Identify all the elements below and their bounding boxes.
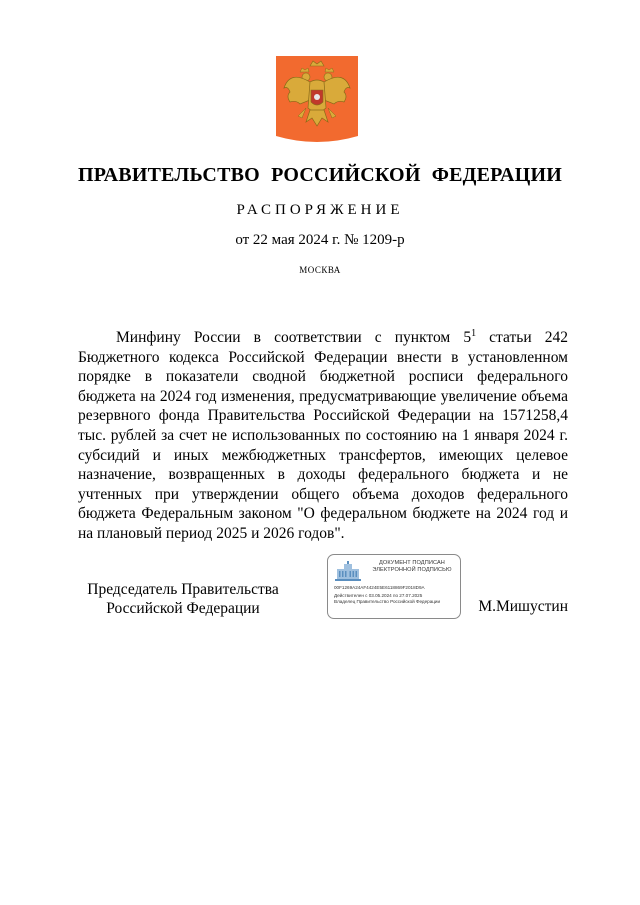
document-city: МОСКВА [299,265,341,275]
stamp-certificate-number: 00F1269A24AF4424E5E6118869F2018D9A [334,585,425,590]
signatory-position [78,580,288,618]
order-body-text [78,328,568,544]
stamp-owner: Владелец Правительство Российской Федерации [334,599,441,604]
government-title: ПРАВИТЕЛЬСТВО РОССИЙСКОЙ ФЕДЕРАЦИИ [78,164,562,186]
signatory-name: М.Мишустин [478,598,568,615]
body-text-part1: Минфину России в соответствии с пунктом 5 [116,329,472,346]
signatory-position-line1: Председатель Правительства [87,581,279,598]
body-text-part2: статьи 242 Бюджетного кодекса Российской Федерации внести в установленном порядке в показатели сводной бюджетной росписи федерального бюджета на 2024 год изменения, предусматривающие увеличение объема резервного фонда Правительства Российской Федерации на 1571258,4 тыс. рублей за счет не использованных по состоянию на 1 января 2024 г. субсидий и иных межбюджетных трансфертов, имеющих целевое назначение, возвращенных в доходы федерального бюджета и не учтенных при утверждении общего объема доходов федерального бюджета Федеральным законом "О федеральном бюджете на 2024 год и на плановый период 2025 и 2026 годов". [78,329,568,542]
document-type: РАСПОРЯЖЕНИЕ [236,202,404,218]
electronic-signature-stamp [327,554,461,619]
stamp-validity: Действителен с 03.05.2024 по 27.07.2025 [334,593,423,598]
stamp-title-line2: ЭЛЕКТРОННОЙ ПОДПИСЬЮ [372,567,452,573]
government-building-icon [334,561,362,583]
coat-of-arms-emblem [276,56,358,144]
stamp-title-line1: ДОКУМЕНТ ПОДПИСАН [379,560,445,566]
signatory-position-line2: Российской Федерации [106,600,260,617]
body-text-superscript: 1 [471,327,477,339]
document-date-number: от 22 мая 2024 г. № 1209-р [235,232,405,248]
stamp-title [366,560,458,574]
